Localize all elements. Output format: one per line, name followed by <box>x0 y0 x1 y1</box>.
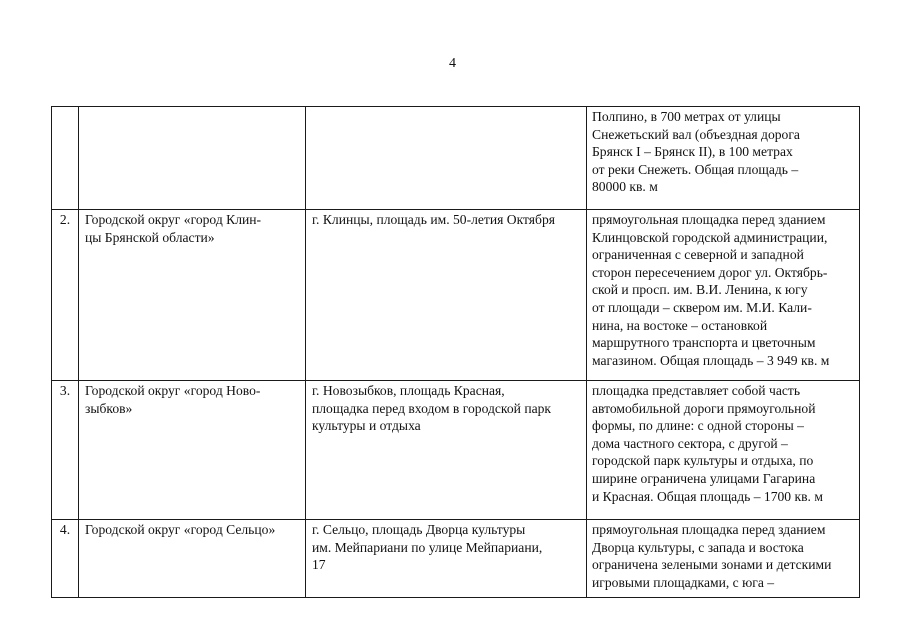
municipality-cell <box>79 381 306 520</box>
description-line: и Красная. Общая площадь – 1700 кв. м <box>592 488 823 504</box>
description-line: формы, по длине: с одной стороны – <box>592 418 804 434</box>
description-line: прямоугольная площадка перед зданием <box>592 212 826 227</box>
description-line: ограниченная с северной и западной <box>592 247 804 263</box>
description-line: автомобильной дороги прямоугольной <box>592 400 816 416</box>
description-line: ской и просп. им. В.И. Ленина, к югу <box>592 282 808 298</box>
description-cell <box>587 107 860 210</box>
description-line: от площади – сквером им. М.И. Кали- <box>592 299 812 315</box>
page-number: 4 <box>449 56 456 71</box>
description-line: Дворца культуры, с запада и востока <box>592 539 804 555</box>
description-line: Снежетьский вал (объездная дорога <box>592 126 800 142</box>
row-number-cell: 2. <box>52 210 79 381</box>
address-line: им. Мейпариани по улице Мейпариани, <box>312 539 543 555</box>
municipality-line: Городской округ «город Сельцо» <box>85 522 276 537</box>
address-cell <box>306 520 587 598</box>
municipality-line: Городской округ «город Ново- <box>85 383 261 398</box>
description-line: ограничена зелеными зонами и детскими <box>592 557 832 573</box>
description-line: Клинцовской городской администрации, <box>592 229 828 245</box>
description-cell <box>587 381 860 520</box>
description-line: прямоугольная площадка перед зданием <box>592 522 826 537</box>
description-line: от реки Снежеть. Общая площадь – <box>592 161 799 177</box>
description-line: дома частного сектора, с другой – <box>592 435 788 451</box>
description-line: Полпино, в 700 метрах от улицы <box>592 109 781 124</box>
municipality-line: цы Брянской области» <box>85 229 215 245</box>
municipality-cell <box>79 107 306 210</box>
description-line: Брянск I – Брянск II), в 100 метрах <box>592 144 793 160</box>
description-cell <box>587 520 860 598</box>
description-cell <box>587 210 860 381</box>
description-line: маршрутного транспорта и цветочным <box>592 335 816 351</box>
address-line: г. Сельцо, площадь Дворца культуры <box>312 522 526 537</box>
row-number-cell: 3. <box>52 381 79 520</box>
table-row <box>52 520 860 598</box>
address-cell <box>306 381 587 520</box>
row-number-cell: 4. <box>52 520 79 598</box>
address-line: г. Новозыбков, площадь Красная, <box>312 383 505 398</box>
municipality-cell <box>79 210 306 381</box>
table-row <box>52 210 860 381</box>
description-line: ширине ограничена улицами Гагарина <box>592 470 816 486</box>
address-line: 17 <box>312 557 326 573</box>
address-line: культуры и отдыха <box>312 418 421 434</box>
description-line: игровыми площадками, с юга – <box>592 574 775 590</box>
description-line: городской парк культуры и отдыха, по <box>592 453 814 469</box>
description-line: магазином. Общая площадь – 3 949 кв. м <box>592 352 830 368</box>
municipality-line: Городской округ «город Клин- <box>85 212 262 227</box>
address-line: площадка перед входом в городской парк <box>312 400 552 416</box>
address-cell <box>306 210 587 381</box>
municipality-line: зыбков» <box>85 400 133 416</box>
table-row <box>52 381 860 520</box>
address-line: г. Клинцы, площадь им. 50-летия Октября <box>312 212 556 227</box>
municipality-cell <box>79 520 306 598</box>
description-line: 80000 кв. м <box>592 179 658 195</box>
table-row <box>52 107 860 210</box>
row-number-cell <box>52 107 79 210</box>
places-table <box>51 106 860 598</box>
description-line: нина, на востоке – остановкой <box>592 317 768 333</box>
address-cell <box>306 107 587 210</box>
description-line: сторон пересечением дорог ул. Октябрь- <box>592 264 828 280</box>
description-line: площадка представляет собой часть <box>592 383 801 398</box>
